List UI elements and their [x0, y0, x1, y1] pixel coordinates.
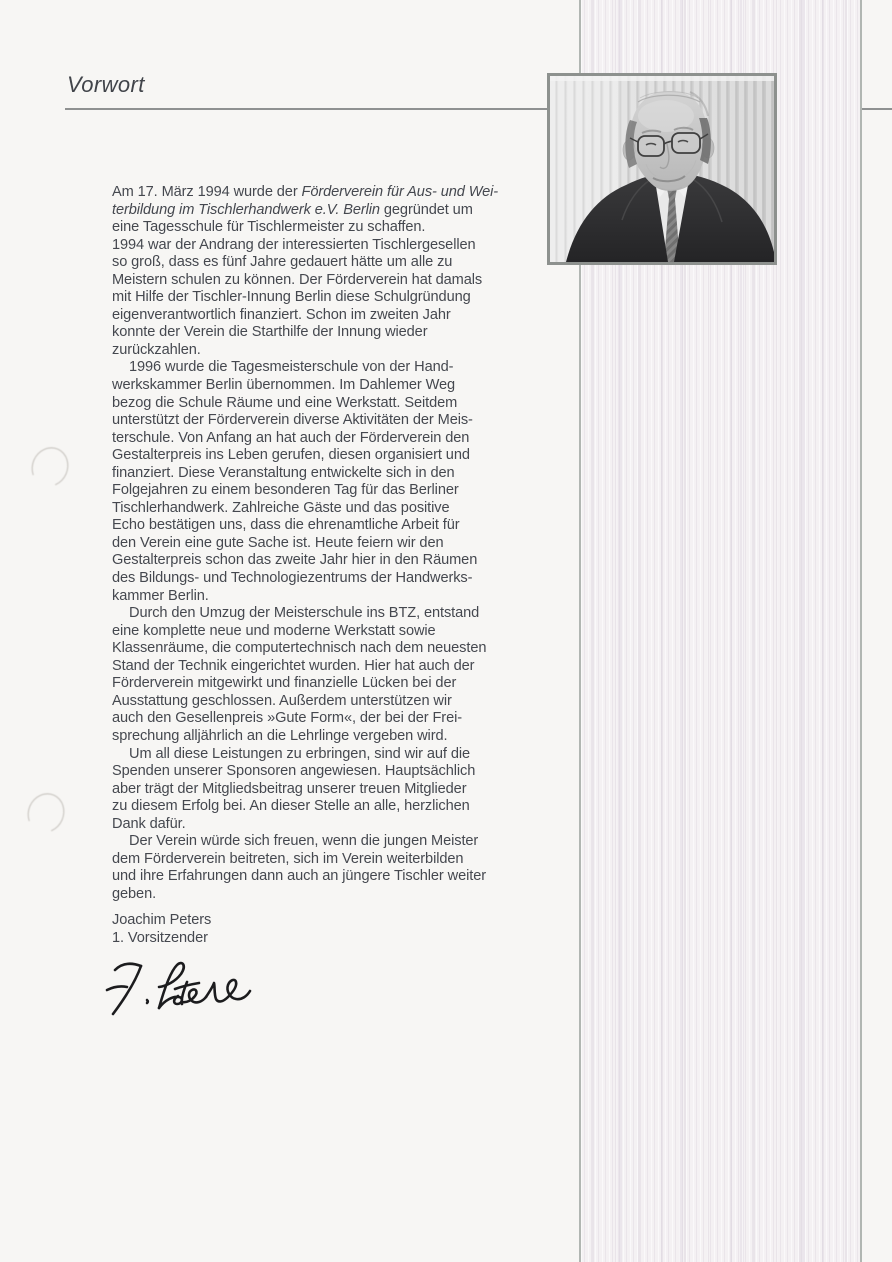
author-name: Joachim Peters: [112, 912, 212, 928]
text-line: sprechung alljährlich an die Lehrlinge vergeben wird.: [112, 727, 448, 744]
text-line: Durch den Umzug der Meisterschule ins BTZ, entstand: [129, 605, 480, 622]
paragraph: [112, 184, 542, 359]
page-title: Vorwort: [67, 72, 145, 97]
author-role: 1. Vorsitzender: [112, 929, 208, 946]
text-line: terbildung im Tischlerhandwerk e.V. Berlin gegründet um: [112, 201, 473, 218]
signature-block: [112, 912, 211, 947]
text-line: eine komplette neue und moderne Werkstatt sowie: [112, 622, 436, 639]
text-line: Spenden unserer Sponsoren angewiesen. Hauptsächlich: [112, 763, 476, 780]
portrait-photo: [547, 73, 777, 265]
text-line: geben.: [112, 885, 157, 902]
text-line: eine Tagesschule für Tischlermeister zu schaffen.: [112, 219, 426, 236]
text-line: Der Verein würde sich freuen, wenn die jungen Meister: [129, 833, 479, 850]
text-line: unterstützt der Förderverein diverse Aktivitäten der Meis-: [112, 412, 473, 429]
text-line: zurückzahlen.: [112, 341, 201, 358]
text-line: Folgejahren zu einem besonderen Tag für das Berliner: [112, 482, 459, 499]
text-line: auch den Gesellenpreis »Gute Form«, der bei der Frei-: [112, 710, 462, 727]
paragraph: [112, 359, 542, 605]
text-line: aber trägt der Mitgliedsbeitrag unserer treuen Mitglieder: [112, 780, 467, 797]
text-line: dem Förderverein beitreten, sich im Verein weiterbilden: [112, 850, 464, 867]
paragraph: [112, 746, 542, 834]
text-line: den Verein eine gute Sache ist. Heute feiern wir den: [112, 534, 444, 551]
text-line: 1994 war der Andrang der interessierten Tischlergesellen: [112, 236, 476, 253]
text-line: Um all diese Leistungen zu erbringen, sind wir auf die: [129, 745, 470, 762]
text-line: Tischlerhandwerk. Zahlreiche Gäste und das positive: [112, 499, 450, 516]
text-line: Gestalterpreis ins Leben gerufen, diesen organisiert und: [112, 447, 470, 464]
text-line: kammer Berlin.: [112, 587, 209, 604]
text-line: Stand der Technik eingerichtet wurden. Hier hat auch der: [112, 657, 475, 674]
paragraph: [112, 833, 542, 903]
text-line: so groß, dass es fünf Jahre gedauert hätte um alle zu: [112, 254, 453, 271]
text-line: Klassenräume, die computertechnisch nach dem neuesten: [112, 640, 487, 657]
body-text: [112, 184, 542, 903]
text-line: Echo bestätigen uns, dass die ehrenamtliche Arbeit für: [112, 517, 460, 534]
paragraph: [112, 605, 542, 745]
text-line: finanziert. Diese Veranstaltung entwickelte sich in den: [112, 464, 455, 481]
text-line: Am 17. März 1994 wurde der Förderverein für Aus- und Wei-: [112, 184, 499, 200]
text-line: des Bildungs- und Technologiezentrums der Handwerks-: [112, 570, 473, 587]
text-line: 1996 wurde die Tagesmeisterschule von der Hand-: [129, 359, 454, 376]
text-line: konnte der Verein die Starthilfe der Innung wieder: [112, 324, 428, 341]
text-line: werkskammer Berlin übernommen. Im Dahlemer Weg: [112, 377, 456, 394]
text-line: mit Hilfe der Tischler-Innung Berlin diese Schulgründung: [112, 289, 471, 306]
text-line: Dank dafür.: [112, 815, 186, 832]
text-line: terschule. Von Anfang an hat auch der Förderverein den: [112, 429, 470, 446]
text-line: Gestalterpreis schon das zweite Jahr hier in den Räumen: [112, 552, 478, 569]
portrait-photo-image: [550, 76, 774, 262]
text-line: Förderverein mitgewirkt und finanzielle Lücken bei der: [112, 675, 457, 692]
punch-hole-mark: [21, 787, 70, 838]
text-line: und ihre Erfahrungen dann auch an jüngere Tischler weiter: [112, 868, 486, 885]
text-line: zu diesem Erfolg bei. An dieser Stelle an alle, herzlichen: [112, 798, 470, 815]
punch-hole-mark: [25, 441, 74, 492]
text-line: Ausstattung geschlossen. Außerdem unterstützen wir: [112, 692, 452, 709]
text-line: eigenverantwortlich finanziert. Schon im zweiten Jahr: [112, 306, 451, 323]
text-line: bezog die Schule Räume und eine Werkstatt. Seitdem: [112, 394, 458, 411]
text-line: Meistern schulen zu können. Der Förderverein hat damals: [112, 271, 483, 288]
handwritten-signature: [103, 956, 253, 1031]
